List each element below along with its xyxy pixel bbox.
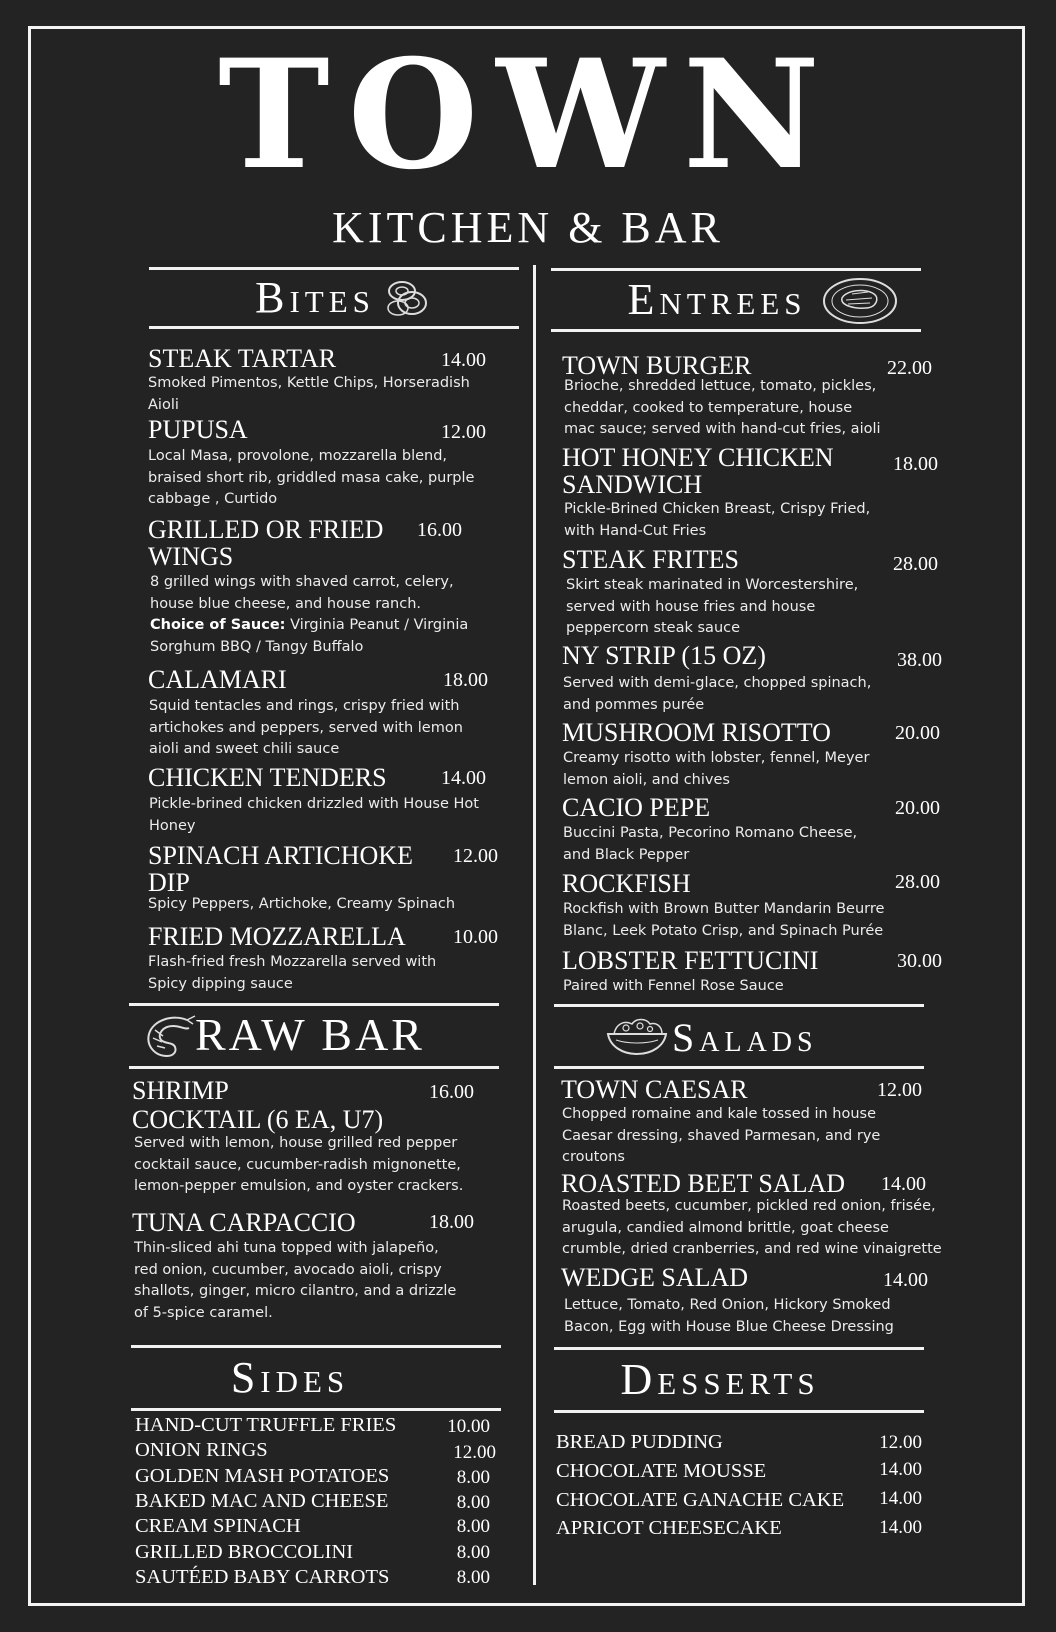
menu-item-price: 22.00 <box>887 357 932 379</box>
menu-item-description: Local Masa, provolone, mozzarella blend, braised short rib, griddled masa cake, purple cabbage , Curtido <box>148 448 475 507</box>
side-item-name: ONION RINGS <box>135 1439 268 1461</box>
menu-item-price: 20.00 <box>895 722 940 744</box>
brand-subtitle: KITCHEN & BAR <box>332 203 724 252</box>
menu-item-description <box>150 572 470 658</box>
menu-item-description: Squid tentacles and rings, crispy fried with artichokes and peppers, served with lemon aioli and sweet chili sauce <box>149 698 463 757</box>
menu-item-description: Rockfish with Brown Butter Mandarin Beurre Blanc, Leek Potato Crisp, and Spinach Purée <box>563 901 885 939</box>
menu-item-price: 14.00 <box>883 1269 928 1291</box>
menu-item-price: 18.00 <box>893 453 938 475</box>
menu-item-price: 28.00 <box>893 553 938 575</box>
menu-item-description: Smoked Pimentos, Kettle Chips, Horseradish Aioli <box>148 375 470 413</box>
side-item-name: CREAM SPINACH <box>135 1515 301 1537</box>
menu-item-description: Skirt steak marinated in Worcestershire, served with house fries and house peppercorn steak sauce <box>566 577 859 636</box>
menu-item-name: STEAK FRITES <box>562 545 739 574</box>
side-item-name: SAUTÉED BABY CARROTS <box>135 1566 390 1588</box>
side-item-name: BAKED MAC AND CHEESE <box>135 1490 389 1512</box>
dessert-item-name: BREAD PUDDING <box>556 1431 723 1453</box>
menu-item-name: TOWN BURGER <box>562 351 752 380</box>
shrimp-icon <box>143 1012 197 1060</box>
menu-item-description: Spicy Peppers, Artichoke, Creamy Spinach <box>148 896 456 912</box>
menu-item-price: 18.00 <box>443 669 488 691</box>
menu-item-price: 20.00 <box>895 797 940 819</box>
sides-title: Sides <box>230 1353 350 1402</box>
menu-item-description: Chopped romaine and kale tossed in house Caesar dressing, shaved Parmesan, and rye croutons <box>562 1106 881 1165</box>
salads-rule-top <box>554 1004 924 1007</box>
salads-rule-bottom <box>554 1066 924 1069</box>
menu-item-name: SHRIMP <box>132 1076 229 1105</box>
menu-item-description: Lettuce, Tomato, Red Onion, Hickory Smoked Bacon, Egg with House Blue Cheese Dressing <box>564 1297 894 1335</box>
menu-item-price: 12.00 <box>877 1079 922 1101</box>
side-item-name: GOLDEN MASH POTATOES <box>135 1465 390 1487</box>
menu-item-description: Creamy risotto with lobster, fennel, Meyer lemon aioli, and chives <box>563 750 870 788</box>
side-item-price: 8.00 <box>456 1542 490 1563</box>
menu-item-price: 16.00 <box>417 519 462 541</box>
salads-title: Salads <box>672 1015 818 1060</box>
menu-item-description: Paired with Fennel Rose Sauce <box>563 978 784 994</box>
dessert-item-price: 12.00 <box>879 1432 922 1453</box>
menu-item-description: Pickle-brined chicken drizzled with House Hot Honey <box>149 796 479 834</box>
menu-item-price: 30.00 <box>897 950 942 972</box>
menu-item-description: Flash-fried fresh Mozzarella served with Spicy dipping sauce <box>148 954 437 992</box>
menu-item-name: CALAMARI <box>148 665 287 694</box>
wings-description: 8 grilled wings with shaved carrot, celery, house blue cheese, and house ranch. <box>150 574 454 612</box>
menu-item-name: TOWN CAESAR <box>561 1075 748 1104</box>
menu-item-name: ROCKFISH <box>562 869 691 898</box>
side-item-price: 12.00 <box>453 1442 496 1463</box>
sides-rule-top <box>131 1345 501 1348</box>
column-divider <box>533 265 536 1585</box>
menu-item-name: PUPUSA <box>148 415 248 444</box>
dessert-item-name: CHOCOLATE GANACHE CAKE <box>556 1489 845 1511</box>
entrees-title: Entrees <box>627 275 807 324</box>
salad-bowl-icon <box>604 1014 670 1058</box>
menu-item-description: Brioche, shredded lettuce, tomato, pickles, cheddar, cooked to temperature, house mac sauce; served with hand-cut fries, aioli <box>564 378 881 437</box>
menu-item-description: Buccini Pasta, Pecorino Romano Cheese, and Black Pepper <box>563 825 858 863</box>
menu-item-description: Served with lemon, house grilled red pepper cocktail sauce, cucumber-radish mignonette, lemon-pepper emulsion, and oyster crackers. <box>134 1135 464 1194</box>
menu-item-price: 14.00 <box>441 767 486 789</box>
sauce-options: Virginia Peanut / Virginia Sorghum BBQ / Tangy Buffalo <box>150 617 469 655</box>
menu-item-description: Pickle-Brined Chicken Breast, Crispy Fried, with Hand-Cut Fries <box>564 501 871 539</box>
menu-item-price: 10.00 <box>453 926 498 948</box>
steak-plate-icon <box>822 276 898 326</box>
dessert-item-price: 14.00 <box>879 1517 922 1538</box>
onion-rings-icon <box>384 277 434 319</box>
menu-item-name: HOT HONEY CHICKEN SANDWICH <box>562 443 834 499</box>
menu-item-name: ROASTED BEET SALAD <box>561 1169 846 1198</box>
raw-bar-rule-top <box>129 1003 499 1006</box>
menu-item-name: TUNA CARPACCIO <box>132 1208 356 1237</box>
raw-bar-rule-bottom <box>129 1066 499 1069</box>
menu-item-price: 12.00 <box>453 845 498 867</box>
menu-item-description: Thin-sliced ahi tuna topped with jalapeño, red onion, cucumber, avocado aioli, crispy shallots, ginger, micro cilantro, and a drizzle of 5-spice caramel. <box>134 1240 457 1321</box>
bites-rule-bottom <box>149 326 519 329</box>
menu-item-price: 38.00 <box>897 649 942 671</box>
side-item-price: 8.00 <box>456 1492 490 1513</box>
menu-item-name: CHICKEN TENDERS <box>148 763 387 792</box>
side-item-name: GRILLED BROCCOLINI <box>135 1541 354 1563</box>
menu-item-name: FRIED MOZZARELLA <box>148 922 406 951</box>
dessert-item-name: CHOCOLATE MOUSSE <box>556 1460 767 1482</box>
menu-item-price: 16.00 <box>429 1081 474 1103</box>
menu-item-price: 12.00 <box>441 421 486 443</box>
menu-item-price: 14.00 <box>441 349 486 371</box>
menu-item-description: Roasted beets, cucumber, pickled red onion, frisée, arugula, candied almond brittle, goat cheese crumble, dried cranberries, and red wine vinaigrette <box>562 1198 942 1257</box>
entrees-rule-bottom <box>551 329 921 332</box>
menu-item-price: 28.00 <box>895 871 940 893</box>
dessert-item-name: APRICOT CHEESECAKE <box>556 1517 782 1539</box>
menu-item-name: LOBSTER FETTUCINI <box>562 946 819 975</box>
side-item-price: 8.00 <box>456 1516 490 1537</box>
menu-item-name: STEAK TARTAR <box>148 344 337 373</box>
menu-item-price: 18.00 <box>429 1211 474 1233</box>
bites-title: Bites <box>255 273 375 322</box>
raw-bar-title: RAW BAR <box>195 1009 425 1060</box>
brand-title: TOWN <box>218 27 838 203</box>
menu-item-name: NY STRIP (15 OZ) <box>562 641 766 670</box>
desserts-title: Desserts <box>620 1355 820 1404</box>
menu-item-name: GRILLED OR FRIED WINGS <box>148 515 384 571</box>
dessert-item-price: 14.00 <box>879 1459 922 1480</box>
menu-item-name: MUSHROOM RISOTTO <box>562 718 831 747</box>
side-item-name: HAND-CUT TRUFFLE FRIES <box>135 1414 397 1436</box>
sauce-label: Choice of Sauce: <box>150 617 286 633</box>
side-item-price: 10.00 <box>447 1416 490 1437</box>
desserts-rule-top <box>554 1347 924 1350</box>
menu-item-name: COCKTAIL (6 EA, U7) <box>132 1105 384 1134</box>
menu-item-name: SPINACH ARTICHOKE DIP <box>148 841 413 897</box>
dessert-item-price: 14.00 <box>879 1488 922 1509</box>
side-item-price: 8.00 <box>456 1567 490 1588</box>
menu-item-name: CACIO PEPE <box>562 793 711 822</box>
menu-item-description: Served with demi-glace, chopped spinach, and pommes purée <box>563 675 872 713</box>
side-item-price: 8.00 <box>456 1467 490 1488</box>
menu-item-name: WEDGE SALAD <box>561 1263 749 1292</box>
entrees-rule-top <box>551 268 921 271</box>
sides-rule-bottom <box>131 1408 501 1411</box>
menu-item-price: 14.00 <box>881 1173 926 1195</box>
bites-rule-top <box>149 267 519 270</box>
desserts-rule-bottom <box>554 1410 924 1413</box>
